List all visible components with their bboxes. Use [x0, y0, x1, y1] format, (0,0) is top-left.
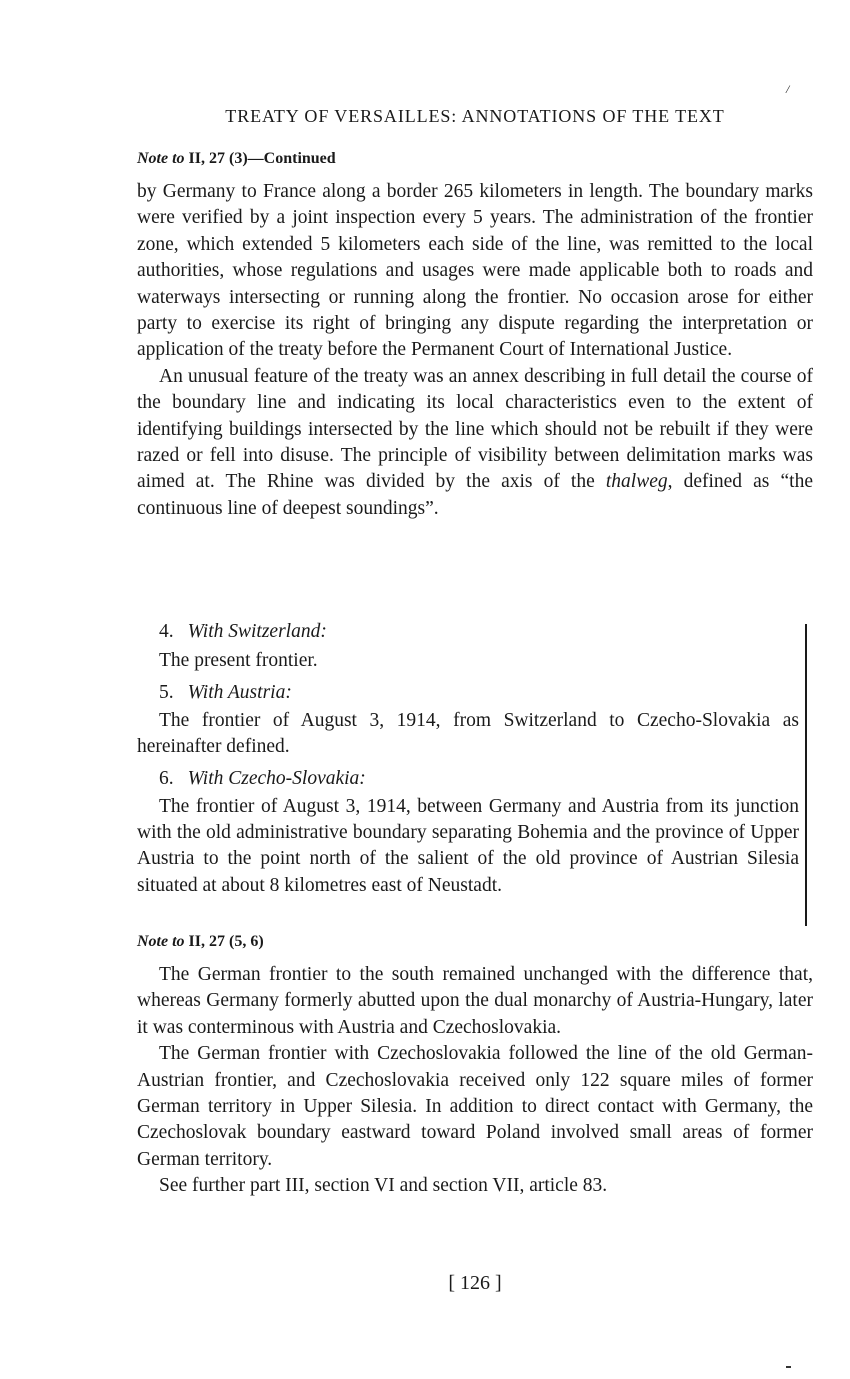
note-label-italic: Note to — [137, 933, 185, 950]
running-title: TREATY OF VERSAILLES: ANNOTATIONS OF THE TEXT — [225, 106, 725, 126]
body-text-lower — [137, 962, 813, 1200]
thalweg-term: thalweg — [605, 471, 668, 493]
paragraph-annex-feature — [137, 364, 813, 522]
scan-speck — [786, 1366, 791, 1368]
body-text-upper — [137, 179, 813, 522]
annex-text-end: , defined as “the continuous line of deepest soundings”. — [137, 471, 813, 519]
item-country: With Switzerland: — [187, 621, 327, 642]
paragraph-czechoslovakia-frontier: The German frontier with Czechoslovakia followed the line of the old German-Austrian frontier, and Czechoslovakia received only 122 square miles of former German territory in Upper Silesia. In addition to direct contact with Germany, the Czechoslovak boundary eastward toward Poland involved small areas of former German territory. — [137, 1043, 813, 1170]
note-label-reference: II, 27 (5, 6) — [188, 933, 264, 950]
item-heading-czecho-slovakia — [159, 768, 366, 790]
note-heading-5-6 — [137, 933, 264, 951]
item-number: 4. — [159, 621, 174, 642]
paragraph-border-description: by Germany to France along a border 265 kilometers in length. The boundary marks were verified by a joint inspection every 5 years. The administration of the frontier zone, which extended 5 kilometers each side of the line, was remitted to the local authorities, whose regulations and usages were made applicable both to roads and waterways intersecting or running along the frontier. No occasion arose for either party to exercise its right of bringing any dispute regarding the interpretation or application of the treaty before the Permanent Court of International Justice. — [137, 181, 813, 361]
item-country: With Czecho-Slovakia: — [187, 768, 366, 789]
item-heading-switzerland — [159, 621, 327, 643]
item-country: With Austria: — [187, 682, 292, 703]
item-number: 6. — [159, 768, 174, 789]
paragraph-south-frontier: The German frontier to the south remained unchanged with the difference that, whereas Germany formerly abutted upon the dual monarchy of Austria-Hungary, later it was conterminous with Austria and Czechoslovakia. — [137, 964, 813, 1038]
item-text-austria: The frontier of August 3, 1914, from Switzerland to Czecho-Slovakia as hereinafter defined. — [137, 710, 799, 758]
item-text-czecho-slovakia: The frontier of August 3, 1914, between Germany and Austria from its junction with the old administrative boundary separating Bohemia and the province of Upper Austria to the point north of the salient of the old province of Austrian Silesia situated at about 8 kilometres east of Neustadt. — [137, 796, 799, 896]
note-heading-continued — [137, 150, 336, 168]
annex-text: An unusual feature of the treaty was an annex describing in full detail the course of the boundary line and indicating its local characteristics even to the extent of identifying buildings intersected by the line which should not be rebuilt if they were razed or fell into disuse. The principle of visibility between delimitation marks was aimed at. The Rhine was divided by the axis of the — [137, 365, 813, 493]
note-label-italic: Note to — [137, 150, 185, 167]
page-number: [ 126 ] — [448, 1272, 502, 1294]
note-label-reference: II, 27 (3)—Continued — [188, 150, 336, 167]
margin-tick-mark: / — [786, 82, 790, 96]
item-text-switzerland: The present frontier. — [159, 650, 318, 671]
paragraph-see-further: See further part III, section VI and section VII, article 83. — [159, 1175, 608, 1197]
item-number: 5. — [159, 682, 174, 703]
item-heading-austria — [159, 682, 292, 704]
margin-change-bar — [805, 624, 807, 926]
